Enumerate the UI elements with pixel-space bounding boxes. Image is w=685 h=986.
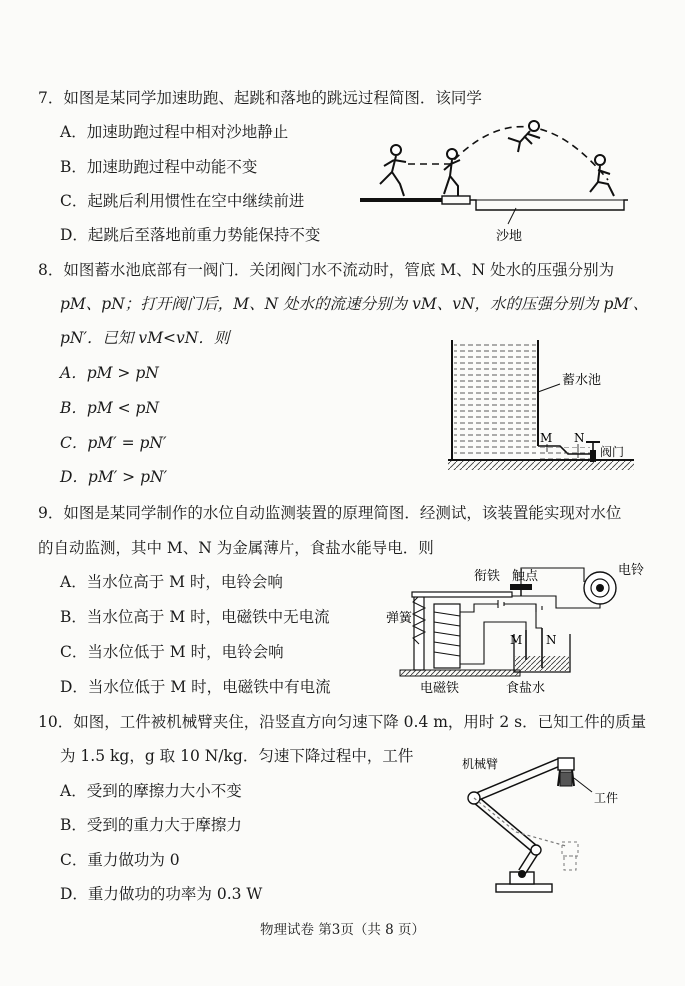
runner-icon bbox=[380, 145, 406, 196]
q9-option-c: C．当水位低于 M 时，电铃会响 bbox=[60, 643, 284, 661]
q8-option-b: B．pM < pN bbox=[60, 399, 160, 417]
reservoir-figure bbox=[444, 336, 640, 476]
long-jump-figure bbox=[358, 112, 630, 250]
jumper-takeoff-icon bbox=[444, 149, 460, 196]
figure-label-bell: 电铃 bbox=[618, 563, 645, 578]
figure-label-armature: 衔铁 bbox=[474, 569, 501, 584]
q10-option-a: A．受到的摩擦力大小不变 bbox=[60, 782, 242, 800]
q10-stem-line-1: 10．如图，工件被机械臂夹住，沿竖直方向匀速下降 0.4 m，用时 2 s．已知工件的质量 bbox=[38, 713, 647, 731]
figure-label-spring: 弹簧 bbox=[386, 611, 413, 626]
figure-label-workpiece: 工件 bbox=[594, 791, 619, 805]
q8-option-c: C．pM′ = pN′ bbox=[60, 434, 167, 452]
q8-stem-line-2: pM、pN；打开阀门后，M、N 处水的流速分别为 vM、vN，水的压强分别为 pM′、 bbox=[60, 295, 649, 313]
figure-label-contact: 触点 bbox=[512, 569, 539, 584]
q9-stem-line-2: 的自动监测，其中 M、N 为金属薄片，食盐水能导电．则 bbox=[38, 539, 434, 557]
q9-stem-line-1: 9．如图是某同学制作的水位自动监测装置的原理简图．经测试，该装置能实现对水位 bbox=[38, 504, 622, 522]
figure-label-reservoir: 蓄水池 bbox=[562, 373, 602, 388]
q10-option-c: C．重力做功为 0 bbox=[60, 851, 180, 869]
q10-stem-line-2: 为 1.5 kg，g 取 10 N/kg．匀速下降过程中，工件 bbox=[60, 747, 414, 765]
q9-option-b: B．当水位高于 M 时，电磁铁中无电流 bbox=[60, 608, 330, 626]
q8-stem-line-3: pN′．已知 vM<vN．则 bbox=[60, 329, 230, 347]
robot-arm-figure bbox=[456, 750, 652, 898]
jumper-airborne-icon bbox=[508, 121, 540, 152]
q7-option-c: C．起跳后利用惯性在空中继续前进 bbox=[60, 192, 305, 210]
figure-label-m: M bbox=[510, 633, 523, 647]
page-footer: 物理试卷 第3页（共 8 页） bbox=[259, 922, 426, 938]
q8-option-d: D．pM′ > pN′ bbox=[60, 468, 168, 486]
q7-option-a: A．加速助跑过程中相对沙地静止 bbox=[60, 123, 289, 141]
figure-label-salt-water: 食盐水 bbox=[506, 681, 546, 696]
q10-option-d: D．重力做功的功率为 0.3 W bbox=[60, 885, 263, 903]
jumper-landing-icon bbox=[590, 155, 614, 196]
figure-label-n: N bbox=[574, 431, 585, 445]
figure-label-m: M bbox=[540, 431, 553, 445]
figure-label-n: N bbox=[546, 633, 557, 647]
figure-label-electromagnet: 电磁铁 bbox=[420, 681, 460, 696]
q9-option-a: A．当水位高于 M 时，电铃会响 bbox=[60, 573, 283, 591]
q7-stem-line-1: 7．如图是某同学加速助跑、起跳和落地的跳远过程简图．该同学 bbox=[38, 89, 482, 107]
q7-option-b: B．加速助跑过程中动能不变 bbox=[60, 158, 258, 176]
q8-option-a: A．pM > pN bbox=[60, 364, 159, 382]
q10-option-b: B．受到的重力大于摩擦力 bbox=[60, 816, 242, 834]
q7-option-d: D．起跳后至落地前重力势能保持不变 bbox=[60, 226, 321, 244]
figure-label-valve: 阀门 bbox=[600, 445, 625, 459]
q8-stem-line-1: 8．如图蓄水池底部有一阀门．关闭阀门水不流动时，管底 M、N 处水的压强分别为 bbox=[38, 261, 615, 279]
figure-label-sand-pit: 沙地 bbox=[496, 229, 523, 244]
figure-label-robot-arm: 机械臂 bbox=[462, 757, 499, 771]
q9-option-d: D．当水位低于 M 时，电磁铁中有电流 bbox=[60, 678, 331, 696]
water-level-alarm-figure bbox=[386, 560, 648, 700]
